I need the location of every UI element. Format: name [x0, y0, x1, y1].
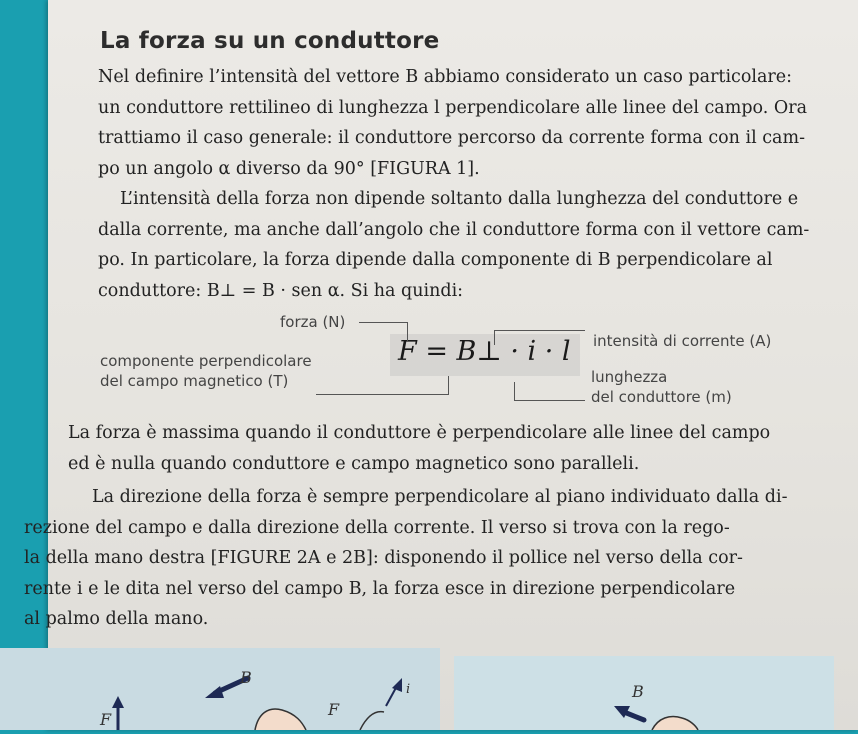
paragraph-line: al palmo della mano.	[24, 609, 209, 629]
paragraph-line: conduttore: B⊥ = B · sen α. Si ha quindi:	[98, 280, 464, 301]
label-F: F	[100, 710, 112, 729]
label-B: B	[632, 682, 644, 701]
paragraph-line: rente i e le dita nel verso del campo B, la forza esce in direzione perpendicolare	[24, 578, 736, 599]
label-component-line2: del campo magnetico (T)	[100, 372, 289, 390]
label-length-line1: lunghezza	[591, 368, 668, 386]
right-hand-rule-illustration-b	[454, 656, 834, 730]
paragraph-dependence	[98, 184, 853, 306]
paragraph-line: rezione del campo e dalla direzione della corrente. Il verso si trova con la rego-	[24, 517, 730, 538]
paragraph-line: L’intensità della forza non dipende soltanto dalla lunghezza del conduttore e	[120, 189, 799, 209]
paragraph-line: ed è nulla quando conduttore e campo magnetico sono paralleli.	[68, 453, 640, 474]
label-length-line2: del conduttore (m)	[591, 388, 732, 406]
label-force: forza (N)	[280, 313, 346, 331]
label-i: i	[406, 682, 411, 697]
right-hand-rule-illustration-a	[0, 648, 440, 730]
paragraph-intro	[98, 62, 853, 184]
paragraph-direction	[20, 482, 858, 635]
label-B: B	[240, 668, 252, 687]
paragraph-line: trattiamo il caso generale: il conduttore percorso da corrente forma con il cam-	[98, 128, 805, 148]
figure-2a	[0, 648, 440, 730]
paragraph-line: Nel definire l’intensità del vettore B abbiamo considerato un caso particolare:	[98, 67, 793, 87]
paragraph-line: la della mano destra [FIGURE 2A e 2B]: disponendo il pollice nel verso della cor-	[24, 548, 743, 568]
force-formula: F = B⊥ · i · l	[398, 336, 571, 367]
paragraph-line: po un angolo α diverso da 90° [FIGURA 1].	[98, 158, 480, 179]
paragraph-line: dalla corrente, ma anche dall’angolo che il conduttore forma con il vettore cam-	[98, 219, 810, 240]
bracket-component	[316, 376, 449, 395]
section-title: La forza su un conduttore	[100, 28, 440, 54]
paragraph-line: un conduttore rettilineo di lunghezza l perpendicolare alle linee del campo. Ora	[98, 97, 808, 118]
paragraph-line: po. In particolare, la forza dipende dalla componente di B perpendicolare al	[98, 250, 773, 270]
bracket-length	[514, 382, 585, 401]
bracket-force	[359, 322, 408, 341]
figure-2b	[454, 656, 834, 730]
bracket-current	[494, 330, 585, 345]
textbook-page	[24, 0, 858, 730]
label-current: intensità di corrente (A)	[593, 332, 772, 350]
paragraph-line: La forza è massima quando il conduttore è perpendicolare alle linee del campo	[68, 423, 771, 443]
label-F: F	[328, 700, 340, 719]
paragraph-line: La direzione della forza è sempre perpendicolare al piano individuato dalla di-	[92, 487, 788, 507]
paragraph-max-null	[68, 418, 853, 479]
label-component-line1: componente perpendicolare	[100, 352, 312, 370]
